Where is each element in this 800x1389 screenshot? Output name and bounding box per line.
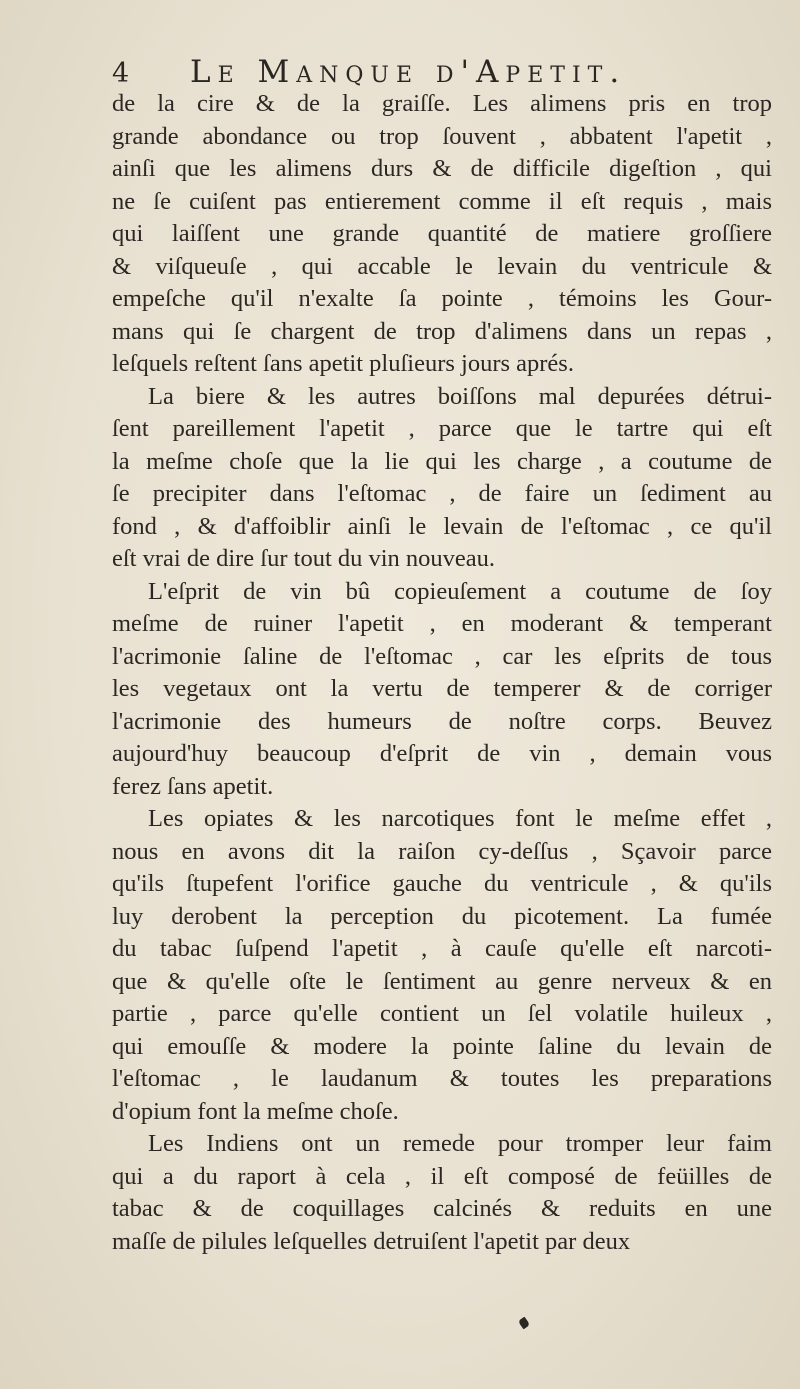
text-line: l'acrimonie ſaline de l'eſtomac , car les eſprits de tous [112, 642, 772, 670]
text-line: tabac & de coquillages calcinés & reduits en une [112, 1195, 772, 1222]
text-line: maſſe de pilules leſquelles detruiſent l'apetit par deux [112, 1227, 631, 1255]
running-title: Le Manque d'Apetit. [190, 54, 627, 90]
text-line: grande abondance ou trop ſouvent , abbatent l'apetit , [112, 122, 772, 150]
text-line: Les opiates & les narcotiques font le meſme effet , [148, 805, 772, 832]
text-line: qui laiſſent une grande quantité de matiere groſſiere [112, 220, 772, 247]
text-line: meſme de ruiner l'apetit , en moderant & temperant [112, 610, 772, 637]
text-line: du tabac ſuſpend l'apetit , à cauſe qu'elle eſt narcoti- [112, 935, 772, 962]
text-line: ſent pareillement l'apetit , parce que le tartre qui eſt [112, 415, 772, 442]
text-line: aujourd'huy beaucoup d'eſprit de vin , demain vous [112, 740, 772, 767]
text-line: Les Indiens ont un remede pour tromper leur faim [148, 1130, 772, 1157]
text-line: qui a du raport à cela , il eſt composé de feüilles de [112, 1162, 772, 1190]
text-line: l'acrimonie des humeurs de noſtre corps. Beuvez [112, 707, 772, 735]
text-line: leſquels reſtent ſans apetit pluſieurs jours aprés. [112, 350, 574, 377]
paragraph [112, 803, 772, 1128]
paragraph [112, 381, 772, 576]
text-line: les vegetaux ont la vertu de temperer & de corriger [112, 675, 772, 702]
text-line: qui emouſſe & modere la pointe ſaline du levain de [112, 1032, 772, 1060]
paragraph [112, 576, 772, 804]
ink-mark [518, 1317, 530, 1330]
paragraph [112, 88, 772, 381]
body-text [112, 88, 772, 1258]
text-line: luy derobent la perception du picotement. La fumée [112, 902, 772, 930]
text-line: fond , & d'affoiblir ainſi le levain de l'eſtomac , ce qu'il [112, 512, 772, 540]
text-line: ne ſe cuiſent pas entierement comme il eſt requis , mais [112, 187, 772, 215]
text-line: de la cire & de la graiſſe. Les alimens pris en trop [112, 90, 772, 117]
paragraph [112, 1128, 772, 1258]
text-line: ainſi que les alimens durs & de difficile digeſtion , qui [112, 155, 772, 182]
text-line: ſe precipiter dans l'eſtomac , de faire un ſediment au [112, 480, 772, 507]
text-line: que & qu'elle oſte le ſentiment au genre nerveux & en [112, 967, 772, 995]
text-line: nous en avons dit la raiſon cy-deſſus , Sçavoir parce [112, 837, 772, 865]
text-line: la meſme choſe que la lie qui les charge , a coutume de [112, 447, 772, 475]
text-line: ferez ſans apetit. [112, 772, 274, 800]
text-line: L'eſprit de vin bû copieuſement a coutume de ſoy [148, 577, 772, 605]
text-line: mans qui ſe chargent de trop d'alimens dans un repas , [112, 317, 772, 345]
text-line: empeſche qu'il n'exalte ſa pointe , témoins les Gour- [112, 285, 772, 312]
text-line: partie , parce qu'elle contient un ſel volatile huileux , [112, 1000, 772, 1027]
text-line: l'eſtomac , le laudanum & toutes les preparations [112, 1065, 772, 1092]
text-line: qu'ils ſtupefent l'orifice gauche du ventricule , & qu'ils [112, 870, 772, 897]
text-line: La biere & les autres boiſſons mal depurées détrui- [148, 382, 772, 410]
text-line: eſt vrai de dire ſur tout du vin nouveau. [112, 545, 496, 572]
text-line: & viſqueuſe , qui accable le levain du ventricule & [112, 252, 772, 280]
text-line: d'opium font la meſme choſe. [112, 1097, 399, 1125]
page-number: 4 [112, 58, 130, 89]
